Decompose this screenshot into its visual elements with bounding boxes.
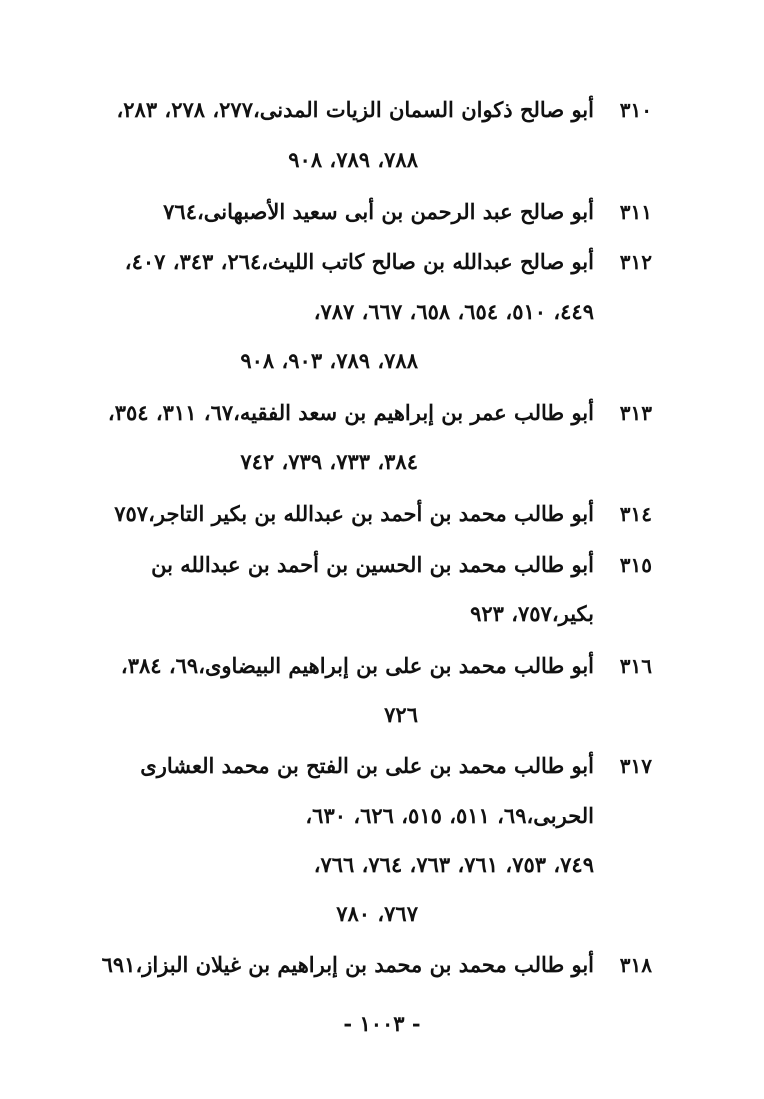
entry-continuation: [0, 892, 764, 936]
page-number: - ١٠٠٣ -: [343, 1011, 421, 1036]
entry-text: أبو طالب محمد بن على بن الفتح بن محمد العشارى: [140, 753, 594, 778]
index-entry-318: [0, 943, 764, 987]
entry-text: الحربى،٦٩، ٥١١، ٥١٥، ٦٢٦، ٦٣٠،: [305, 803, 594, 828]
entry-number: ٣١١: [619, 200, 652, 224]
entry-text: أبو صالح ذكوان السمان الزيات المدنى،٢٧٧، ٢٧٨، ٢٨٣،: [116, 97, 594, 122]
entry-text: أبو طالب عمر بن إبراهيم بن سعد الفقيه،٦٧، ٣١١، ٣٥٤،: [107, 400, 594, 425]
entry-number: ٣١٣: [619, 401, 652, 425]
entry-text: أبو طالب محمد بن الحسين بن أحمد بن عبدالله بن: [151, 552, 594, 577]
entry-text: ٧٨٨، ٧٨٩، ٩٠٣، ٩٠٨: [240, 348, 418, 373]
entry-text: ٧٤٩، ٧٥٣، ٧٦١، ٧٦٣، ٧٦٤، ٧٦٦،: [313, 852, 594, 877]
entry-continuation: [0, 693, 764, 737]
entry-text: ٣٨٤، ٧٣٣، ٧٣٩، ٧٤٢: [240, 449, 418, 474]
entry-continuation: [0, 794, 764, 838]
index-entry-315: [0, 543, 764, 587]
index-entry-310: [0, 88, 764, 132]
entry-text: أبو طالب محمد بن محمد بن إبراهيم بن غيلان البزاز،٦٩١: [101, 952, 594, 977]
entry-text: ٧٢٦: [384, 702, 418, 727]
index-entry-314: [0, 492, 764, 536]
entry-continuation: [0, 592, 764, 636]
entry-continuation: [0, 440, 764, 484]
entry-continuation: [0, 290, 764, 334]
index-entry-311: [0, 190, 764, 234]
entry-number: ٣١٠: [619, 98, 652, 122]
entry-number: ٣١٧: [619, 754, 652, 778]
entry-number: ٣١٦: [619, 654, 652, 678]
entry-continuation: [0, 339, 764, 383]
entry-number: ٣١٤: [619, 502, 652, 526]
entry-text: ٤٤٩، ٥١٠، ٦٥٤، ٦٥٨، ٦٦٧، ٧٨٧،: [313, 299, 594, 324]
entry-text: أبو صالح عبد الرحمن بن أبى سعيد الأصبهانى،٧٦٤: [163, 199, 594, 224]
index-entry-317: [0, 744, 764, 788]
entry-text: بكير،٧٥٧، ٩٢٣: [470, 601, 594, 626]
entry-number: ٣١٨: [619, 953, 652, 977]
index-entry-313: [0, 391, 764, 435]
entry-text: أبو طالب محمد بن أحمد بن عبدالله بن بكير التاجر،٧٥٧: [114, 501, 594, 526]
entry-continuation: [0, 138, 764, 182]
entry-text: أبو صالح عبدالله بن صالح كاتب الليث،٢٦٤، ٣٤٣، ٤٠٧،: [124, 249, 594, 274]
entry-number: ٣١٢: [619, 250, 652, 274]
entry-number: ٣١٥: [619, 553, 652, 577]
entry-text: أبو طالب محمد بن على بن إبراهيم البيضاوى،٦٩، ٣٨٤،: [120, 653, 594, 678]
entry-text: ٧٨٨، ٧٨٩، ٩٠٨: [288, 147, 418, 172]
index-entry-312: [0, 240, 764, 284]
entry-continuation: [0, 843, 764, 887]
index-entry-316: [0, 644, 764, 688]
entry-text: ٧٦٧، ٧٨٠: [336, 901, 418, 926]
